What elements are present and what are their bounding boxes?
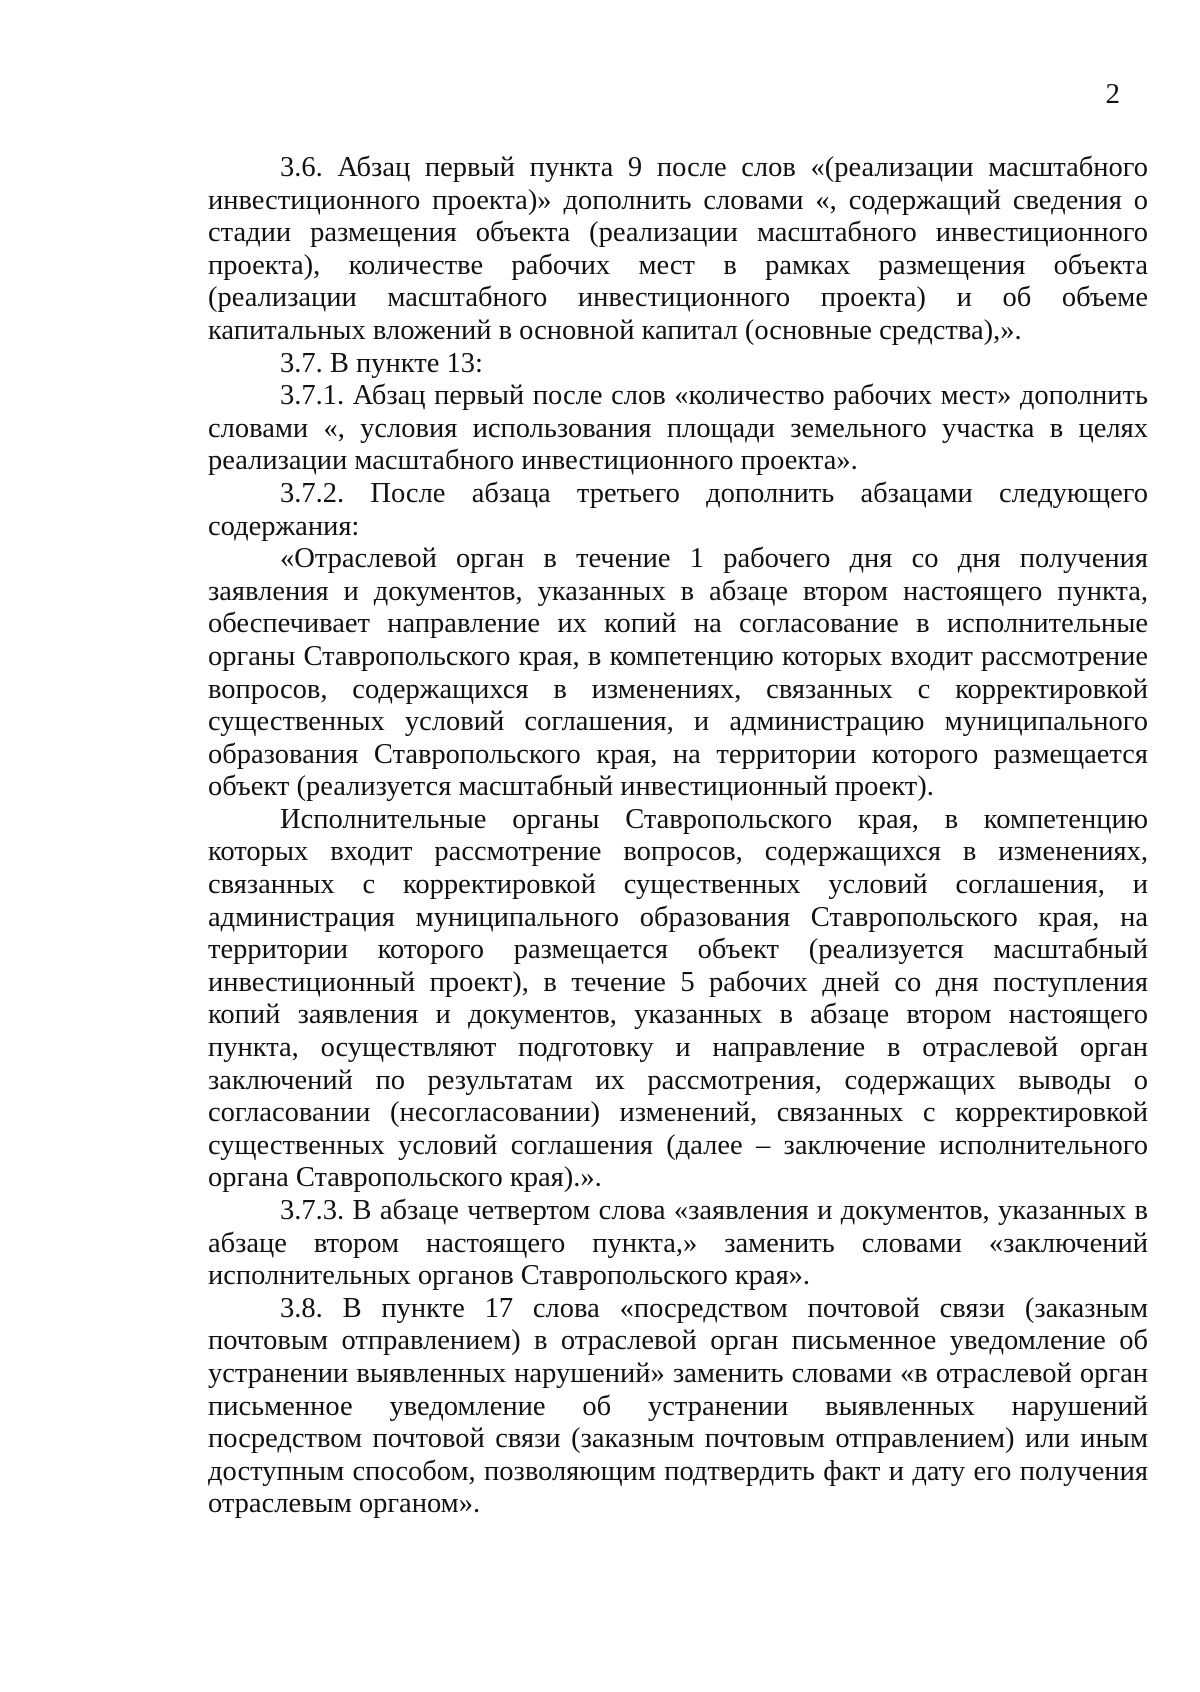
page-number: 2 — [1105, 78, 1120, 110]
paragraph-3-7-2: 3.7.2. После абзаца третьего дополнить абзацами следующего содержания: — [208, 477, 1148, 542]
paragraph-3-6: 3.6. Абзац первый пункта 9 после слов «(реализации масштабного инвестиционного проекта)» дополнить словами «, содержащий сведения о стадии размещения объекта (реализации масштабного инвестиционного проекта), количестве рабочих мест в рамках размещения объекта (реализации масштабного инвестиционного проекта) и об объеме капитальных вложений в основной капитал (основные средства),». — [208, 152, 1148, 346]
paragraph-3-7-3: 3.7.3. В абзаце четвертом слова «заявления и документов, указанных в абзаце втором настоящего пункта,» заменить словами «заключений исполнительных органов Ставропольского края». — [208, 1195, 1148, 1292]
paragraph-3-7-1: 3.7.1. Абзац первый после слов «количество рабочих мест» дополнить словами «, условия использования площади земельного участка в целях реализации масштабного инвестиционного проекта». — [208, 380, 1148, 477]
paragraph-3-8: 3.8. В пункте 17 слова «посредством почтовой связи (заказным почтовым отправлением) в отраслевой орган письменное уведомление об устранении выявленных нарушений» заменить словами «в отраслевой орган письменное уведомление об устранении выявленных нарушений посредством почтовой связи (заказным почтовым отправлением) или иным доступным способом, позволяющим подтвердить факт и дату его получения отраслевым органом». — [208, 1292, 1148, 1520]
paragraph-quote-1: «Отраслевой орган в течение 1 рабочего дня со дня получения заявления и документов, указанных в абзаце втором настоящего пункта, обеспечивает направление их копий на согласование в исполнительные органы Ставропольского края, в компетенцию которых входит рассмотрение вопросов, содержащихся в изменениях, связанных с корректировкой существенных условий соглашения, и администрацию муниципального образования Ставропольского края, на территории которого размещается объект (реализуется масштабный инвестиционный проект). — [208, 543, 1148, 803]
document-body — [208, 152, 1148, 1521]
paragraph-3-7: 3.7. В пункте 13: — [280, 347, 483, 379]
paragraph-quote-2: Исполнительные органы Ставропольского края, в компетенцию которых входит рассмотрение вопросов, содержащихся в изменениях, связанных с корректировкой существенных условий соглашения, и администрация муниципального образования Ставропольского края, на территории которого размещается объект (реализуется масштабный инвестиционный проект), в течение 5 рабочих дней со дня поступления копий заявления и документов, указанных в абзаце втором настоящего пункта, осуществляют подготовку и направление в отраслевой орган заключений по результатам их рассмотрения, содержащих выводы о согласовании (несогласовании) изменений, связанных с корректировкой существенных условий соглашения (далее – заключение исполнительного органа Ставропольского края).». — [208, 803, 1148, 1194]
